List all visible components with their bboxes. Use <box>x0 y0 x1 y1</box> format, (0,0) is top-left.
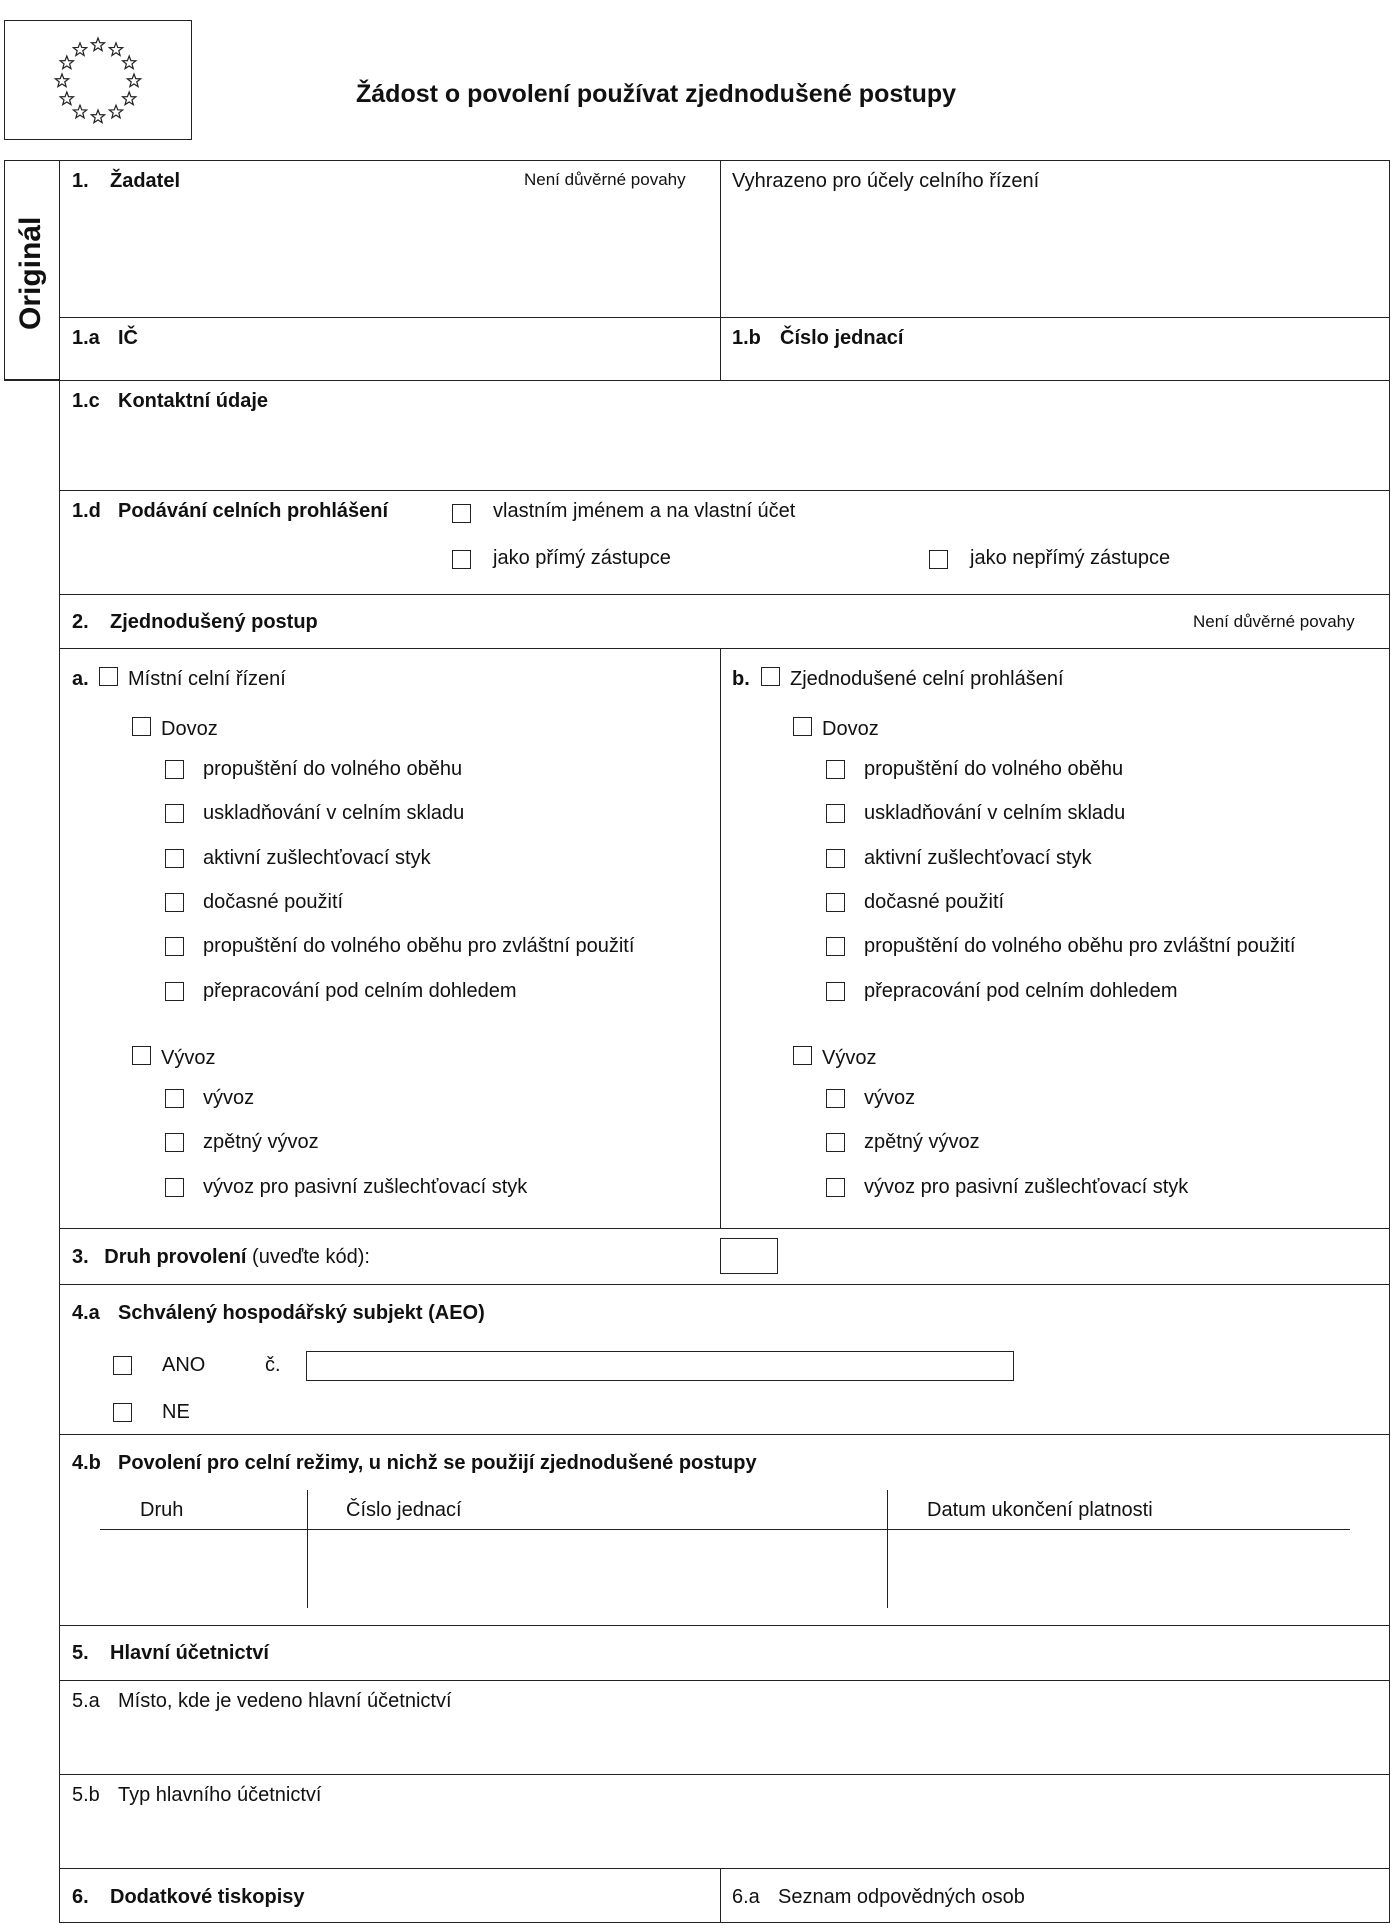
s3-hint: (uveďte kód): <box>252 1246 370 1268</box>
s1-divider <box>720 160 721 380</box>
s2a-import-item-checkbox[interactable] <box>165 982 184 1001</box>
s2a-export-checkbox[interactable] <box>132 1046 151 1065</box>
s2a-import-item-checkbox[interactable] <box>165 804 184 823</box>
eu-star-icon <box>127 74 140 87</box>
s2b-import-item-label: dočasné použití <box>864 890 1005 913</box>
eu-star-icon <box>123 92 136 105</box>
s2a-import-item-label: propuštění do volného oběhu <box>203 758 463 780</box>
s2b-import-item-checkbox[interactable] <box>826 893 845 912</box>
s2b-import-item-label: propuštění do volného oběhu pro zvláštní použití <box>864 935 1296 958</box>
s1d-own-label: vlastním jménem a na vlastní účet <box>493 500 796 522</box>
s1d-indirect-label: jako nepřímý zástupce <box>970 547 1171 569</box>
s3-code-input[interactable] <box>720 1238 778 1274</box>
s2b-label: Zjednodušené celní prohlášení <box>790 668 1064 690</box>
s3-num: 3. <box>72 1246 89 1268</box>
s2b-import-item-checkbox[interactable] <box>826 804 845 823</box>
s5-line <box>59 1680 1390 1681</box>
s2b-import-item-checkbox[interactable] <box>826 760 845 779</box>
s1-line <box>59 317 1390 318</box>
s4b-col-divider-1 <box>307 1490 308 1608</box>
s2b-import-label: Dovoz <box>822 718 879 740</box>
s2a-export-item-label: vývoz <box>203 1087 255 1109</box>
s5b-line <box>59 1868 1390 1869</box>
s1b-label: Číslo jednací <box>780 327 904 349</box>
s2a-export-item-label: vývoz pro pasivní zušlechťovací styk <box>203 1175 528 1198</box>
eu-star-icon <box>91 110 104 123</box>
s2a-export-item-checkbox[interactable] <box>165 1133 184 1152</box>
s2a-import-label: Dovoz <box>161 718 218 740</box>
s6-num: 6. <box>72 1886 89 1908</box>
s2a-checkbox[interactable] <box>99 667 118 686</box>
reserved-label: Vyhrazeno pro účely celního řízení <box>732 170 1040 192</box>
s4a-num: 4.a <box>72 1302 100 1324</box>
s2b-letter: b. <box>732 668 750 690</box>
s5a-line <box>59 1774 1390 1775</box>
eu-star-icon <box>73 105 86 118</box>
eu-star-icon <box>73 43 86 56</box>
s1-note: Není důvěrné povahy <box>524 170 686 189</box>
s1d-indirect-checkbox[interactable] <box>929 550 948 569</box>
s1d-label: Podávání celních prohlášení <box>118 500 389 522</box>
s2b-export-item-label: zpětný vývoz <box>864 1131 980 1154</box>
s2a-import-item-label: aktivní zušlechťovací styk <box>203 846 431 869</box>
eu-star-icon <box>60 92 73 105</box>
s2a-import-item-label: propuštění do volného oběhu pro zvláštní použití <box>203 935 635 958</box>
s2a-import-item-label: uskladňování v celním skladu <box>203 802 465 825</box>
s4b-num: 4.b <box>72 1452 101 1474</box>
s3-row <box>72 1246 370 1269</box>
s4b-header-line <box>100 1529 1350 1530</box>
s4a-line <box>59 1434 1390 1435</box>
s1d-num: 1.d <box>72 500 101 522</box>
s1a-label: IČ <box>118 327 138 349</box>
eu-star-icon <box>91 38 104 51</box>
s2-line <box>59 648 1390 649</box>
s6a-num: 6.a <box>732 1886 760 1908</box>
s2b-export-item-label: vývoz <box>864 1087 916 1109</box>
s5b-num: 5.b <box>72 1784 100 1806</box>
s2-label: Zjednodušený postup <box>110 611 318 633</box>
s2b-checkbox[interactable] <box>761 667 780 686</box>
s2a-import-item-label: dočasné použití <box>203 890 344 913</box>
s2a-import-item-checkbox[interactable] <box>165 937 184 956</box>
s4a-no-checkbox[interactable] <box>113 1403 132 1422</box>
s2b-export-item-checkbox[interactable] <box>826 1133 845 1152</box>
s2-bottom-line <box>59 1228 1390 1229</box>
s1c-num: 1.c <box>72 390 100 412</box>
s2b-import-item-label: propuštění do volného oběhu <box>864 758 1124 780</box>
eu-star-icon <box>60 56 73 69</box>
eu-stars-icon <box>4 20 192 140</box>
s5a-num: 5.a <box>72 1690 100 1712</box>
s1a-num: 1.a <box>72 327 100 349</box>
eu-star-icon <box>123 56 136 69</box>
s2a-export-label: Vývoz <box>161 1047 216 1069</box>
s2a-import-item-label: přepracování pod celním dohledem <box>203 979 517 1002</box>
s4b-col-divider-2 <box>887 1490 888 1608</box>
s2b-import-item-checkbox[interactable] <box>826 849 845 868</box>
s4a-yes-checkbox[interactable] <box>113 1356 132 1375</box>
s1d-direct-checkbox[interactable] <box>452 550 471 569</box>
s2b-export-item-checkbox[interactable] <box>826 1089 845 1108</box>
s2-num: 2. <box>72 611 89 633</box>
s2a-label: Místní celní řízení <box>128 668 286 690</box>
s1-label: Žadatel <box>110 170 181 192</box>
s4a-no-label: NE <box>162 1401 190 1423</box>
s2b-import-item-label: přepracování pod celním dohledem <box>864 979 1178 1002</box>
s1-num: 1. <box>72 170 89 192</box>
s2a-import-item-checkbox[interactable] <box>165 893 184 912</box>
frame-top <box>4 160 1390 161</box>
frame-left <box>59 160 60 1922</box>
s6a-label: Seznam odpovědných osob <box>778 1886 1025 1908</box>
s5b-label: Typ hlavního účetnictví <box>118 1784 322 1806</box>
page-title: Žádost o povolení používat zjednodušené postupy <box>356 80 957 108</box>
eu-star-icon <box>55 74 68 87</box>
s4a-number-input[interactable] <box>306 1351 1014 1381</box>
s2a-import-item-checkbox[interactable] <box>165 849 184 868</box>
s3-label: Druh provolení <box>104 1246 247 1268</box>
s2a-export-item-checkbox[interactable] <box>165 1178 184 1197</box>
s1ab-line <box>4 380 1390 381</box>
s1d-own-checkbox[interactable] <box>452 504 471 523</box>
s1c-line <box>59 490 1390 491</box>
s2a-letter: a. <box>72 668 89 690</box>
s4b-line <box>59 1625 1390 1626</box>
s6-label: Dodatkové tiskopisy <box>110 1886 305 1908</box>
s3-line <box>59 1284 1390 1285</box>
s5a-label: Místo, kde je vedeno hlavní účetnictví <box>118 1690 452 1712</box>
s4a-label: Schválený hospodářský subjekt (AEO) <box>118 1302 485 1324</box>
s4b-col-expiry: Datum ukončení platnosti <box>927 1499 1153 1521</box>
s6-divider <box>720 1868 721 1922</box>
s2b-import-item-label: uskladňování v celním skladu <box>864 802 1126 825</box>
s4b-col-ref: Číslo jednací <box>346 1499 462 1521</box>
s2-divider <box>720 648 721 1228</box>
s2-note: Není důvěrné povahy <box>1193 612 1355 631</box>
s1d-line <box>59 594 1390 595</box>
s2b-import-checkbox[interactable] <box>793 717 812 736</box>
s2b-import-item-checkbox[interactable] <box>826 937 845 956</box>
s2b-export-item-checkbox[interactable] <box>826 1178 845 1197</box>
s2b-import-item-label: aktivní zušlechťovací styk <box>864 846 1092 869</box>
s4b-col-type: Druh <box>140 1499 184 1521</box>
s4b-label: Povolení pro celní režimy, u nichž se použijí zjednodušené postupy <box>118 1452 757 1474</box>
s4a-yes-label: ANO <box>162 1354 206 1376</box>
frame-bottom <box>59 1922 1390 1923</box>
s4a-number-label: č. <box>265 1354 281 1376</box>
s5-num: 5. <box>72 1642 89 1664</box>
eu-star-icon <box>109 105 122 118</box>
frame-right <box>1389 160 1390 1922</box>
s2b-import-item-checkbox[interactable] <box>826 982 845 1001</box>
s2a-import-item-checkbox[interactable] <box>165 760 184 779</box>
s1c-label: Kontaktní údaje <box>118 390 269 412</box>
s2a-import-checkbox[interactable] <box>132 717 151 736</box>
eu-emblem-box <box>4 20 192 140</box>
s2b-export-item-label: vývoz pro pasivní zušlechťovací styk <box>864 1175 1189 1198</box>
s2a-export-item-label: zpětný vývoz <box>203 1131 319 1154</box>
s1d-direct-label: jako přímý zástupce <box>493 547 671 569</box>
copy-label: Originál <box>14 216 47 330</box>
s5-label: Hlavní účetnictví <box>110 1642 269 1664</box>
s1b-num: 1.b <box>732 327 761 349</box>
eu-star-icon <box>109 43 122 56</box>
s2a-export-item-checkbox[interactable] <box>165 1089 184 1108</box>
s2b-export-label: Vývoz <box>822 1047 877 1069</box>
s2b-export-checkbox[interactable] <box>793 1046 812 1065</box>
